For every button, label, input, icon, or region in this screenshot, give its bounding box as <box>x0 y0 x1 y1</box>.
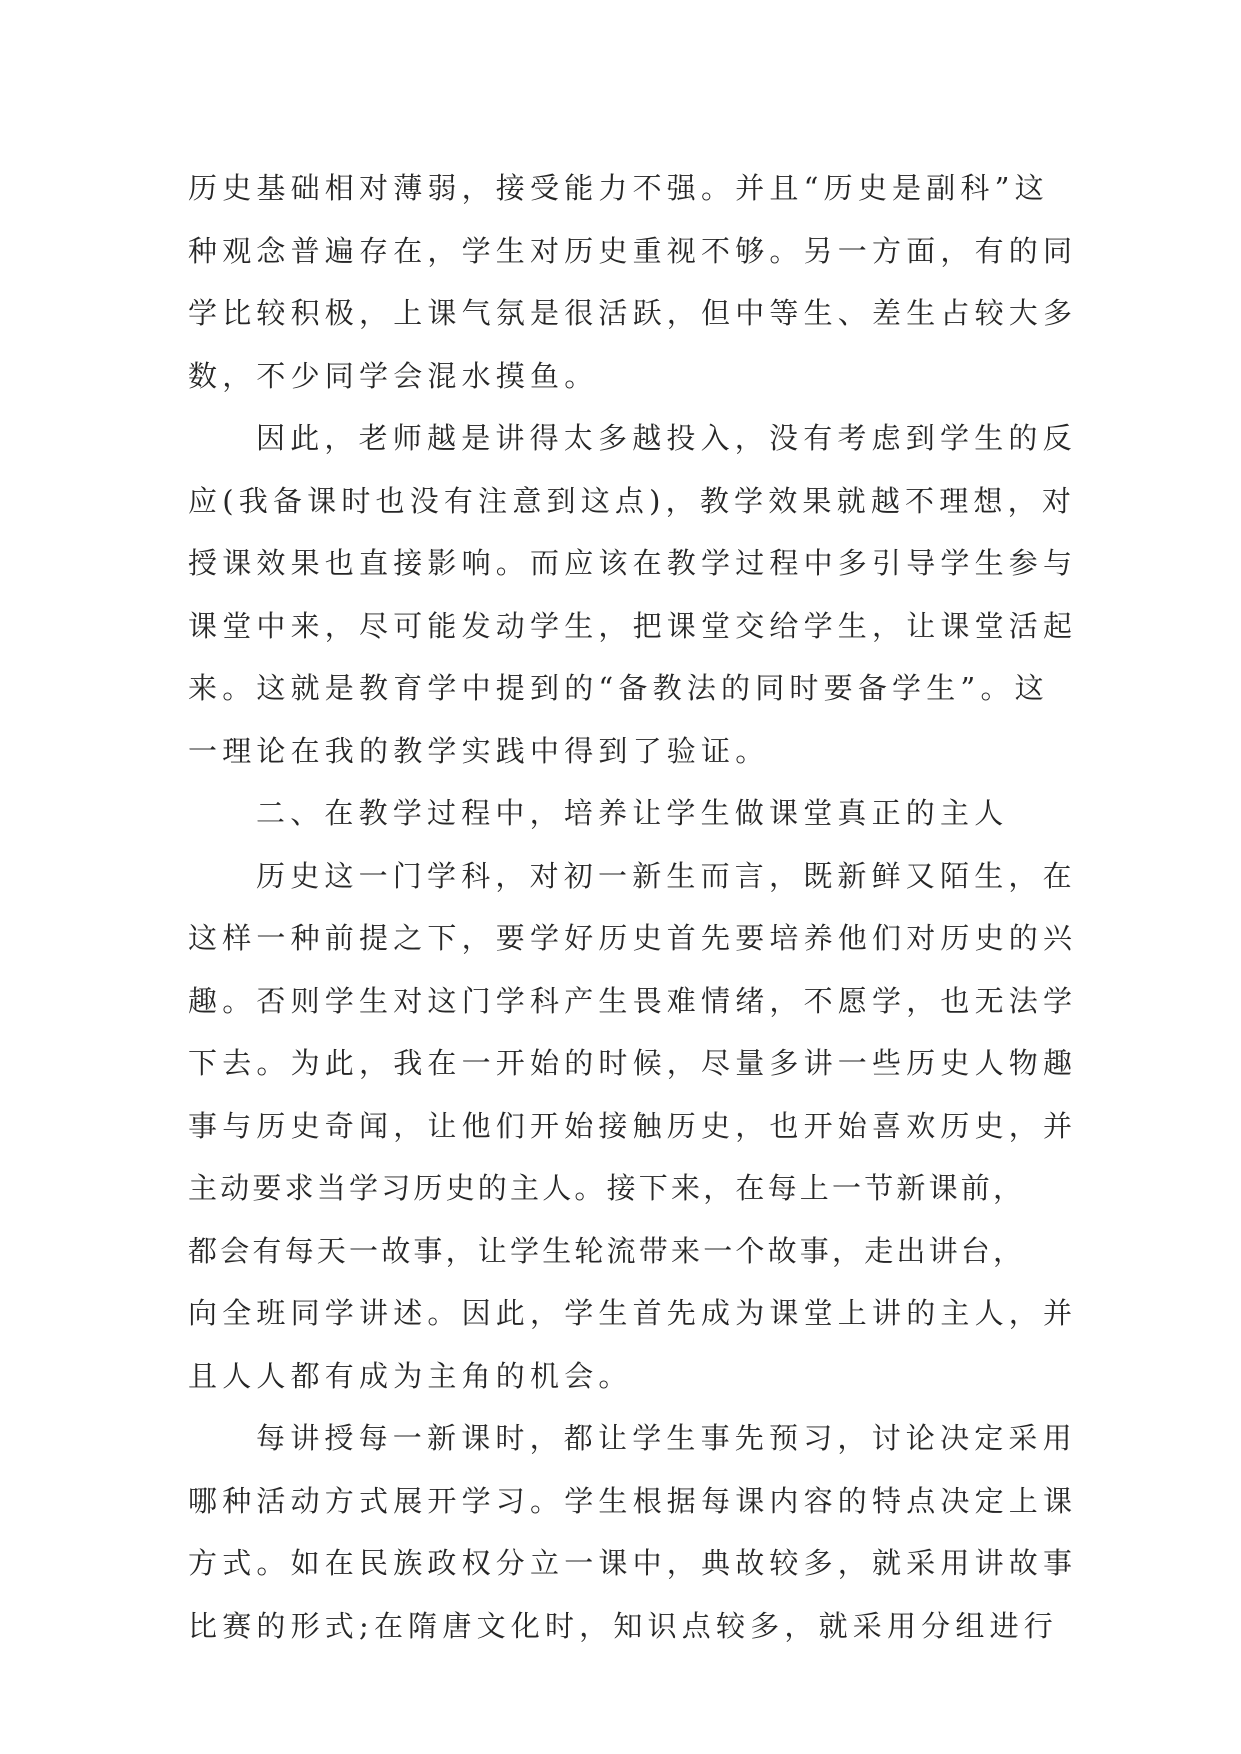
text-line: 种观念普遍存在，学生对历史重视不够。另一方面，有的同 <box>188 233 1078 268</box>
text-line: 比赛的形式;在隋唐文化时，知识点较多，就采用分组进行 <box>188 1608 1058 1643</box>
text-line: 趣。否则学生对这门学科产生畏难情绪，不愿学，也无法学 <box>188 983 1078 1018</box>
text-line: 这样一种前提之下，要学好历史首先要培养他们对历史的兴 <box>188 921 1078 955</box>
text-line: 向全班同学讲述。因此，学生首先成为课堂上讲的主人，并 <box>188 1296 1078 1330</box>
text-line: 历史基础相对薄弱，接受能力不强。并且“历史是副科”这 <box>188 171 1049 205</box>
text-line: 一理论在我的教学实践中得到了验证。 <box>188 733 770 768</box>
paragraph-first-line: 历史这一门学科，对初一新生而言，既新鲜又陌生，在 <box>256 858 1077 893</box>
text-line: 来。这就是教育学中提到的“备教法的同时要备学生”。这 <box>188 671 1049 705</box>
text-line: 事与历史奇闻，让他们开始接触历史，也开始喜欢历史，并 <box>188 1108 1078 1143</box>
text-line: 下去。为此，我在一开始的时候，尽量多讲一些历史人物趣 <box>188 1046 1078 1080</box>
text-line: 学比较积极，上课气氛是很活跃，但中等生、差生占较大多 <box>188 296 1078 330</box>
text-line: 都会有每天一故事，让学生轮流带来一个故事，走出讲台， <box>188 1233 1026 1268</box>
text-line: 方式。如在民族政权分立一课中，典故较多，就采用讲故事 <box>188 1546 1078 1580</box>
paragraph-first-line: 因此，老师越是讲得太多越投入，没有考虑到学生的反 <box>256 421 1077 455</box>
text-line: 应(我备课时也没有注意到这点)，教学效果就越不理想，对 <box>188 483 1077 518</box>
text-line: 主动要求当学习历史的主人。接下来，在每上一节新课前， <box>188 1171 1026 1205</box>
text-line: 课堂中来，尽可能发动学生，把课堂交给学生，让课堂活起 <box>188 608 1078 643</box>
text-line: 授课效果也直接影响。而应该在教学过程中多引导学生参与 <box>188 546 1078 580</box>
section-heading: 二、在教学过程中，培养让学生做课堂真正的主人 <box>256 796 1009 830</box>
text-line: 且人人都有成为主角的机会。 <box>188 1358 633 1393</box>
text-line: 数，不少同学会混水摸鱼。 <box>188 358 599 393</box>
document-body <box>188 157 1078 1657</box>
paragraph-first-line: 每讲授每一新课时，都让学生事先预习，讨论决定采用 <box>256 1421 1077 1455</box>
text-line: 哪种活动方式展开学习。学生根据每课内容的特点决定上课 <box>188 1483 1078 1518</box>
